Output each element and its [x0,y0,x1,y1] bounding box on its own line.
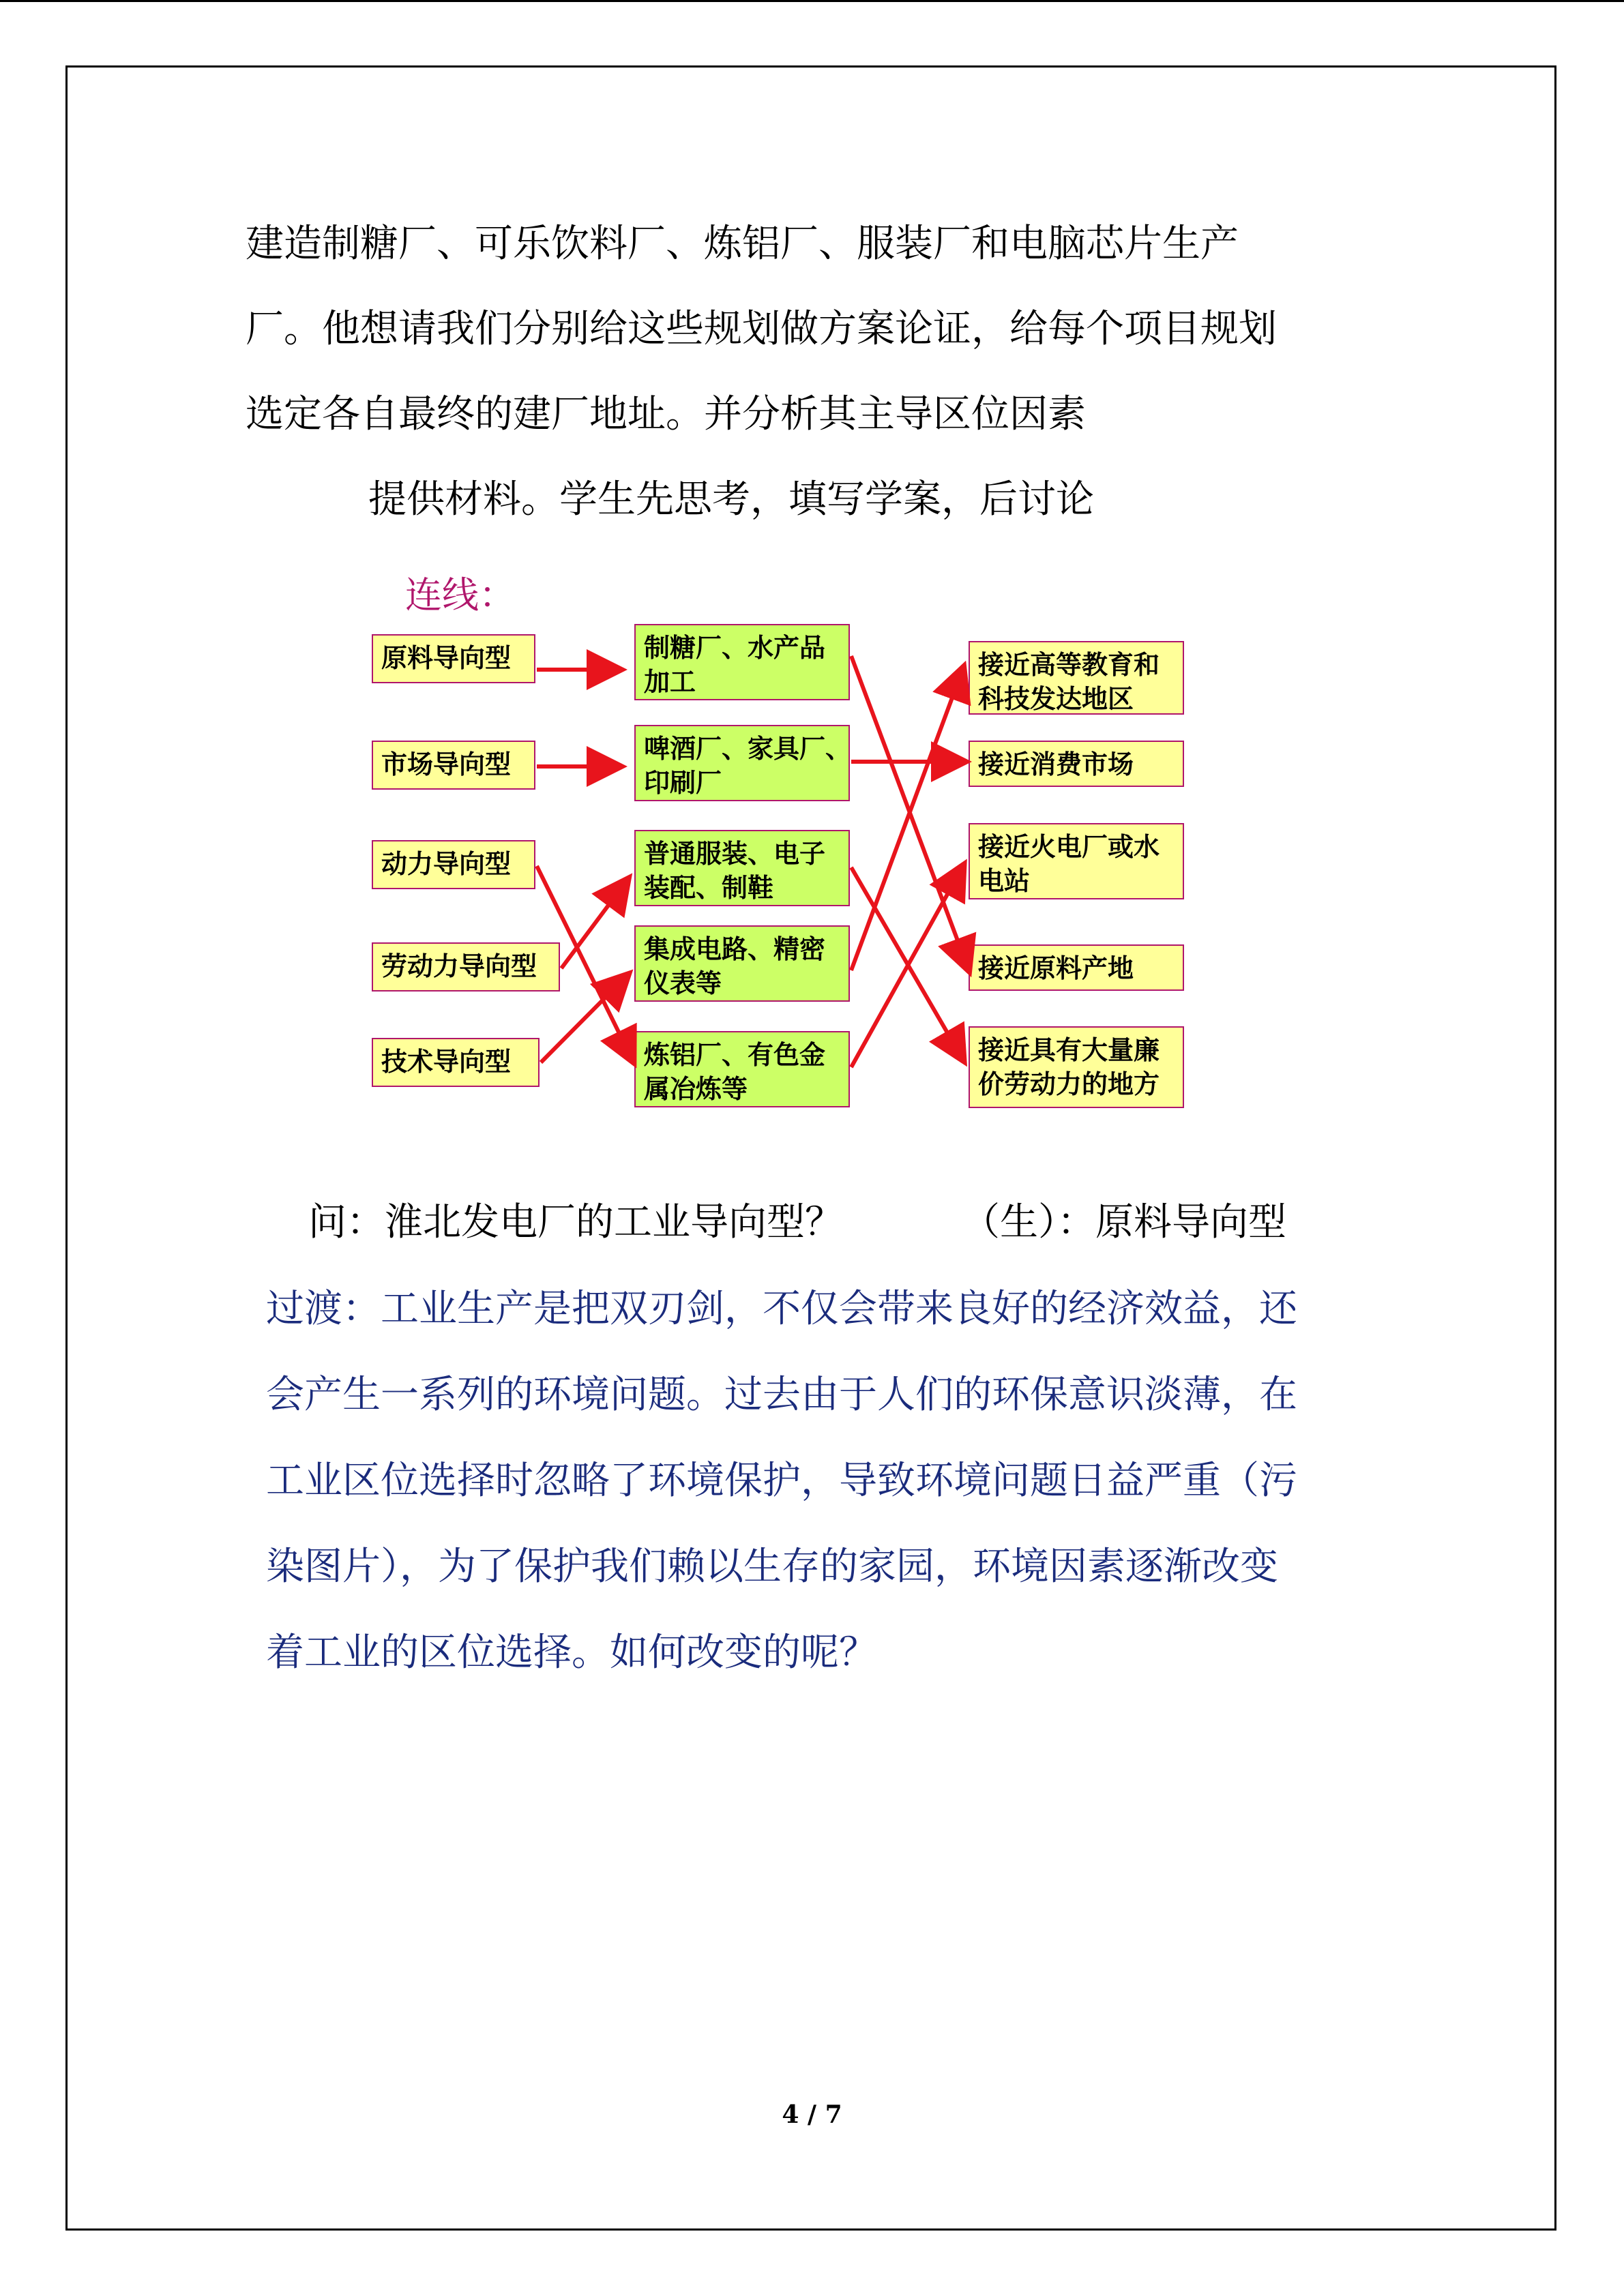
middle-box-beer-line-1: 啤酒厂、家具厂、 [644,733,852,764]
right-box-raw-material-line-1: 接近原料产地 [978,953,1134,983]
right-box-education-line-1: 接近高等教育和 [978,649,1160,680]
transition-line-4: 染图片），为了保护我们赖以生存的家园，环境因素逐渐改变 [266,1545,1278,1589]
right-box-labor-line-2: 价劳动力的地方 [978,1069,1160,1099]
middle-box-circuits-line-2: 仪表等 [644,968,722,998]
body-line-4: 提供材料。学生先思考，填写学案，后讨论 [368,477,1094,522]
question-text: 问：淮北发电厂的工业导向型？ [308,1200,843,1244]
left-box-labor: 劳动力导向型 [372,942,560,992]
right-box-power-plant-line-2: 电站 [978,865,1031,896]
arrow-circuits-to-education [851,668,963,970]
transition-line-3: 工业区位选择时忽略了环境保护，导致环境问题日益严重（污 [266,1459,1297,1503]
right-box-labor-line-1: 接近具有大量廉 [978,1034,1160,1065]
middle-box-circuits-line-1: 集成电路、精密 [644,934,826,964]
body-line-2: 厂。他想请我们分别给这些规划做方案论证，给每个项目规划 [246,307,1277,351]
middle-box-clothing-line-2: 装配、制鞋 [644,872,774,903]
left-box-power: 动力导向型 [372,840,535,889]
middle-box-clothing-line-1: 普通服装、电子 [644,838,826,869]
transition-line-1: 过渡：工业生产是把双刃剑，不仅会带来良好的经济效益，还 [266,1287,1297,1331]
right-box-power-plant-line-1: 接近火电厂或水 [978,831,1160,862]
right-box-market-line-1: 接近消费市场 [978,749,1134,779]
middle-box-beer-line-2: 印刷厂 [644,767,722,798]
left-box-market: 市场导向型 [372,741,535,790]
right-box-education-line-2: 科技发达地区 [978,683,1134,714]
body-line-3: 选定各自最终的建厂地址。并分析其主导区位因素 [246,392,1086,436]
middle-box-sugar-line-1: 制糖厂、水产品 [644,632,826,663]
arrow-power-to-aluminum [537,866,633,1061]
transition-line-5: 着工业的区位选择。如何改变的呢？ [266,1630,877,1675]
page-number: 4 / 7 [782,2100,842,2129]
left-box-raw-material: 原料导向型 [372,634,535,683]
arrow-labor-to-clothing [561,880,628,968]
arrow-tech-to-circuits [541,975,628,1062]
middle-box-sugar-line-2: 加工 [644,666,696,697]
left-box-technology: 技术导向型 [372,1038,540,1087]
transition-line-2: 会产生一系列的环境问题。过去由于人们的环保意识淡薄，在 [266,1373,1297,1417]
diagram-title: 连线： [405,573,516,616]
answer-text: （生）：原料导向型 [962,1200,1286,1244]
body-line-1: 建造制糖厂、可乐饮料厂、炼铝厂、服装厂和电脑芯片生产 [246,222,1239,266]
middle-box-aluminum-line-2: 属冶炼等 [644,1073,748,1104]
middle-box-aluminum-line-1: 炼铝厂、有色金 [644,1039,826,1070]
